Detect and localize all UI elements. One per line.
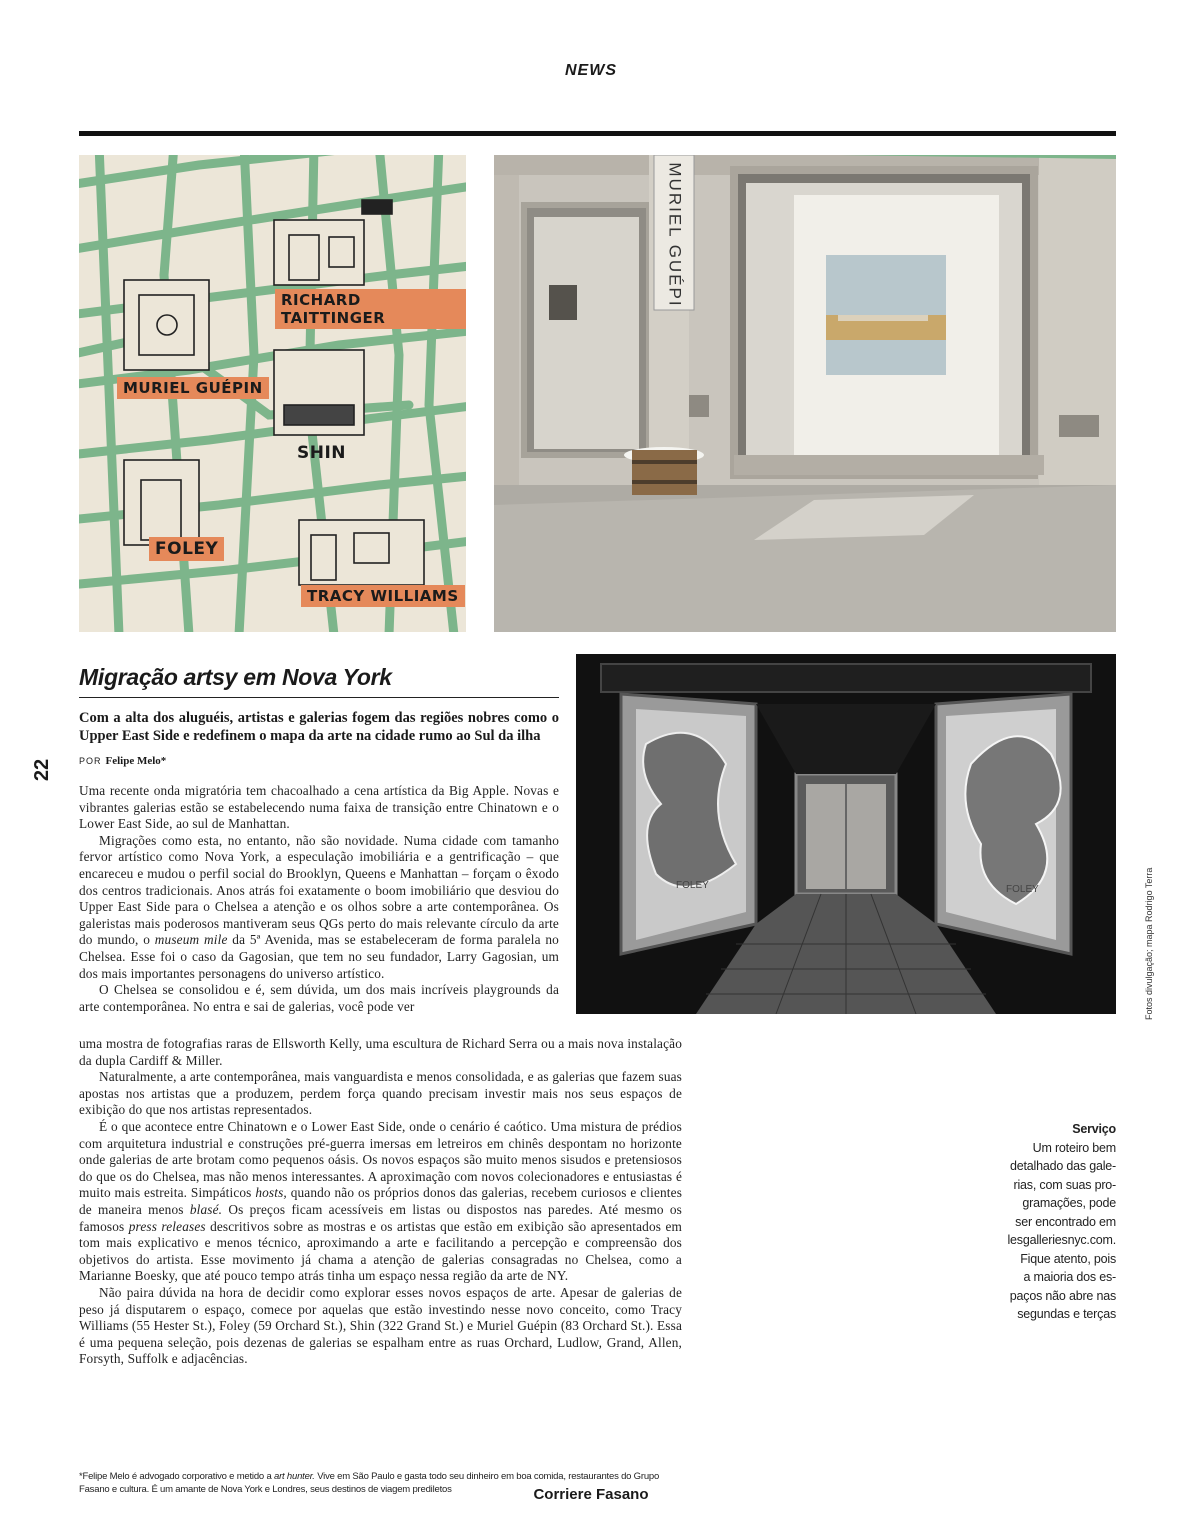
paragraph-2-text: Migrações como esta, no entanto, não são novidade. Numa cidade com tamanho fervor artístico como Nova York, a especulação imobiliária e a gentrificação – que encareceu e mudou o perfil social do Brooklyn, Queens e Manhattan – forçam o êxodo dos centros tradicionais. Anos atrás foi exatamente o boom imobiliário que desviou do Upper East Side para o Chelsea a atenção e os olhos sobre a arte contemporânea. Os galeristas mais poderosos mantiveram seus QGs perto do mais relevante círculo da arte do mundo, o <box>79 832 559 948</box>
map-illustration <box>79 155 466 632</box>
storefront-drawing <box>494 155 1116 632</box>
foley-window-right-text: FOLEY <box>1006 884 1039 895</box>
footnote-b: Vive em São Paulo e gasta todo seu dinheiro em boa comida, restaurantes do Grupo Fasano e cultura. É um amante de Nova York e Londres, seus destinos de viagem prediletos <box>79 1471 660 1495</box>
photo-muriel-guepin-gallery <box>494 155 1116 632</box>
map-label-tracy-williams: TRACY WILLIAMS <box>301 585 465 607</box>
photo-foley-gallery <box>576 654 1116 1014</box>
paragraph-2 <box>79 833 559 982</box>
servico-line: ser encontrado em <box>1015 1214 1116 1229</box>
paragraph-6: Não paira dúvida na hora de decidir como explorar esses novos espaços de arte. Apesar de galerias de peso já disputarem o espaço, comece por aquelas que estão investindo nesse novo conceito, como Tracy Williams (55 Hester St.), Foley (59 Orchard St.), Shin (322 Grand St.) e Muriel Guépin (83 Orchard St.). Essa é uma pequena seleção, pois dezenas de galerias se espalham entre as ruas Orchard, Ludlow, Grand, Allen, Forsyth, Suffolk e adjacências. <box>79 1284 682 1367</box>
article-body-narrow <box>79 783 559 1015</box>
foley-window-left-text: FOLEY <box>676 880 709 891</box>
article-standfirst: Com a alta dos aluguéis, artistas e galerias fogem das regiões nobres como o Upper East Side e redefinem o mapa da arte na cidade rumo ao Sul da ilha <box>79 710 559 744</box>
paragraph-2-emphasis: museum mile <box>154 932 228 948</box>
servico-line: lesgalleriesnyc.com. <box>1007 1233 1116 1247</box>
servico-line: rias, com suas pro- <box>1013 1177 1116 1192</box>
footnote-emphasis: art hunter. <box>274 1471 315 1482</box>
paragraph-5-em-1: hosts, <box>255 1185 287 1201</box>
paragraph-4: Naturalmente, a arte contemporânea, mais vanguardista e menos consolidada, e as galerias que fazem suas apostas nos artistas que a produzem, perdem força quando precisam investir mais nos seus espaços de exibição do que nos artistas representados. <box>79 1069 682 1118</box>
servico-line: segundas e terças <box>1017 1307 1116 1321</box>
headline-rule <box>79 697 559 698</box>
section-label: NEWS <box>565 62 617 79</box>
article-byline <box>79 755 559 767</box>
paragraph-5-em-2: blasé. <box>189 1201 223 1217</box>
paragraph-3-continued: uma mostra de fotografias raras de Ellsworth Kelly, uma escultura de Richard Serra ou a mais nova instalação da dupla Cardiff & Miller. <box>79 1036 682 1068</box>
paragraph-1: Uma recente onda migratória tem chacoalhado a cena artística da Big Apple. Novas e vibrantes galerias estão se estabelecendo numa faixa de transição entre Chinatown e o Lower East Side, ao sul de Manhattan. <box>79 783 559 832</box>
byline-author: Felipe Melo* <box>105 755 167 767</box>
article-headline: Migração artsy em Nova York <box>79 664 392 690</box>
paragraph-5-b: quando não os próprios donos das galerias, recebem curiosos e clientes de maneira menos <box>79 1185 683 1217</box>
map-label-muriel-guepin: MURIEL GUÉPIN <box>117 377 269 399</box>
page-number: 22 <box>31 758 53 782</box>
byline-prefix: POR <box>79 756 102 766</box>
servico-line: Um roteiro bem <box>1032 1140 1116 1155</box>
top-rule <box>79 131 1116 136</box>
paragraph-3: O Chelsea se consolidou e é, sem dúvida, um dos mais incríveis playgrounds da arte contemporânea. No entra e sai de galerias, você pode ver <box>79 982 559 1014</box>
photo-credit: Fotos divulgação; mapa Rodrigo Terra <box>1144 867 1154 1020</box>
article-body-wide <box>79 1036 682 1368</box>
paragraph-5 <box>79 1119 682 1285</box>
gallery-sign <box>660 162 690 308</box>
servico-box <box>990 1120 1116 1324</box>
servico-title: Serviço <box>1072 1122 1116 1136</box>
servico-line: gramações, pode <box>1022 1196 1116 1210</box>
gallery-sign-text: MURIEL GUÉPI <box>666 162 686 308</box>
publication-footer: Corriere Fasano <box>533 1486 649 1503</box>
servico-line: detalhado das gale- <box>1009 1159 1116 1173</box>
servico-line: Fique atento, pois <box>1020 1251 1116 1266</box>
paragraph-2-end: da 5ª Avenida, mas se estabeleceram de forma paralela no Chelsea. Esse foi o caso da Gagosian, que tem no seu fundador, Larry Gagosian, um dos mais importantes personagens do universo artístico. <box>79 932 559 981</box>
foley-drawing <box>576 654 1116 1014</box>
map-label-foley: FOLEY <box>149 537 224 561</box>
servico-line: paços não abre nas <box>1009 1288 1116 1303</box>
footnote-a: *Felipe Melo é advogado corporativo e metido a <box>79 1471 272 1482</box>
paragraph-5-a: É o que acontece entre Chinatown e o Lower East Side, onde o cenário é caótico. Uma mistura de prédios com arquitetura industrial e construções pré-guerra imersas em letreiros em chinês despontam no horizonte onde galerias de arte brotam como pequenos oásis. Os novos espaços são muito menos sisudos e pretensiosos do que os do Chelsea, mas não menos interessantes. A aproximação com novos colecionadores e entusiastas é muito mais estreita. Simpáticos <box>79 1118 682 1201</box>
servico-line: a maioria dos es- <box>1023 1270 1116 1284</box>
paragraph-5-c: Os preços ficam acessíveis em listas ou dispostos nas paredes. Até mesmo os famosos <box>79 1201 682 1234</box>
map-label-shin: SHIN <box>297 443 347 463</box>
map-label-richard-taittinger: RICHARD TAITTINGER <box>275 289 466 329</box>
paragraph-5-em-3: press releases <box>128 1218 206 1234</box>
paragraph-5-d: descritivos sobre as mostras e os artistas que estão em exibição são apresentados em tom mais explicativo e menos técnico, aproximando a arte e facilitando a percepção e compreensão dos objetivos do artista. Esse movimento já chama a atenção de galerias consagradas no Chelsea, como a Marianne Boesky, que até pouco tempo atrás tinha um espaço nessa região da arte de NY. <box>79 1218 682 1284</box>
